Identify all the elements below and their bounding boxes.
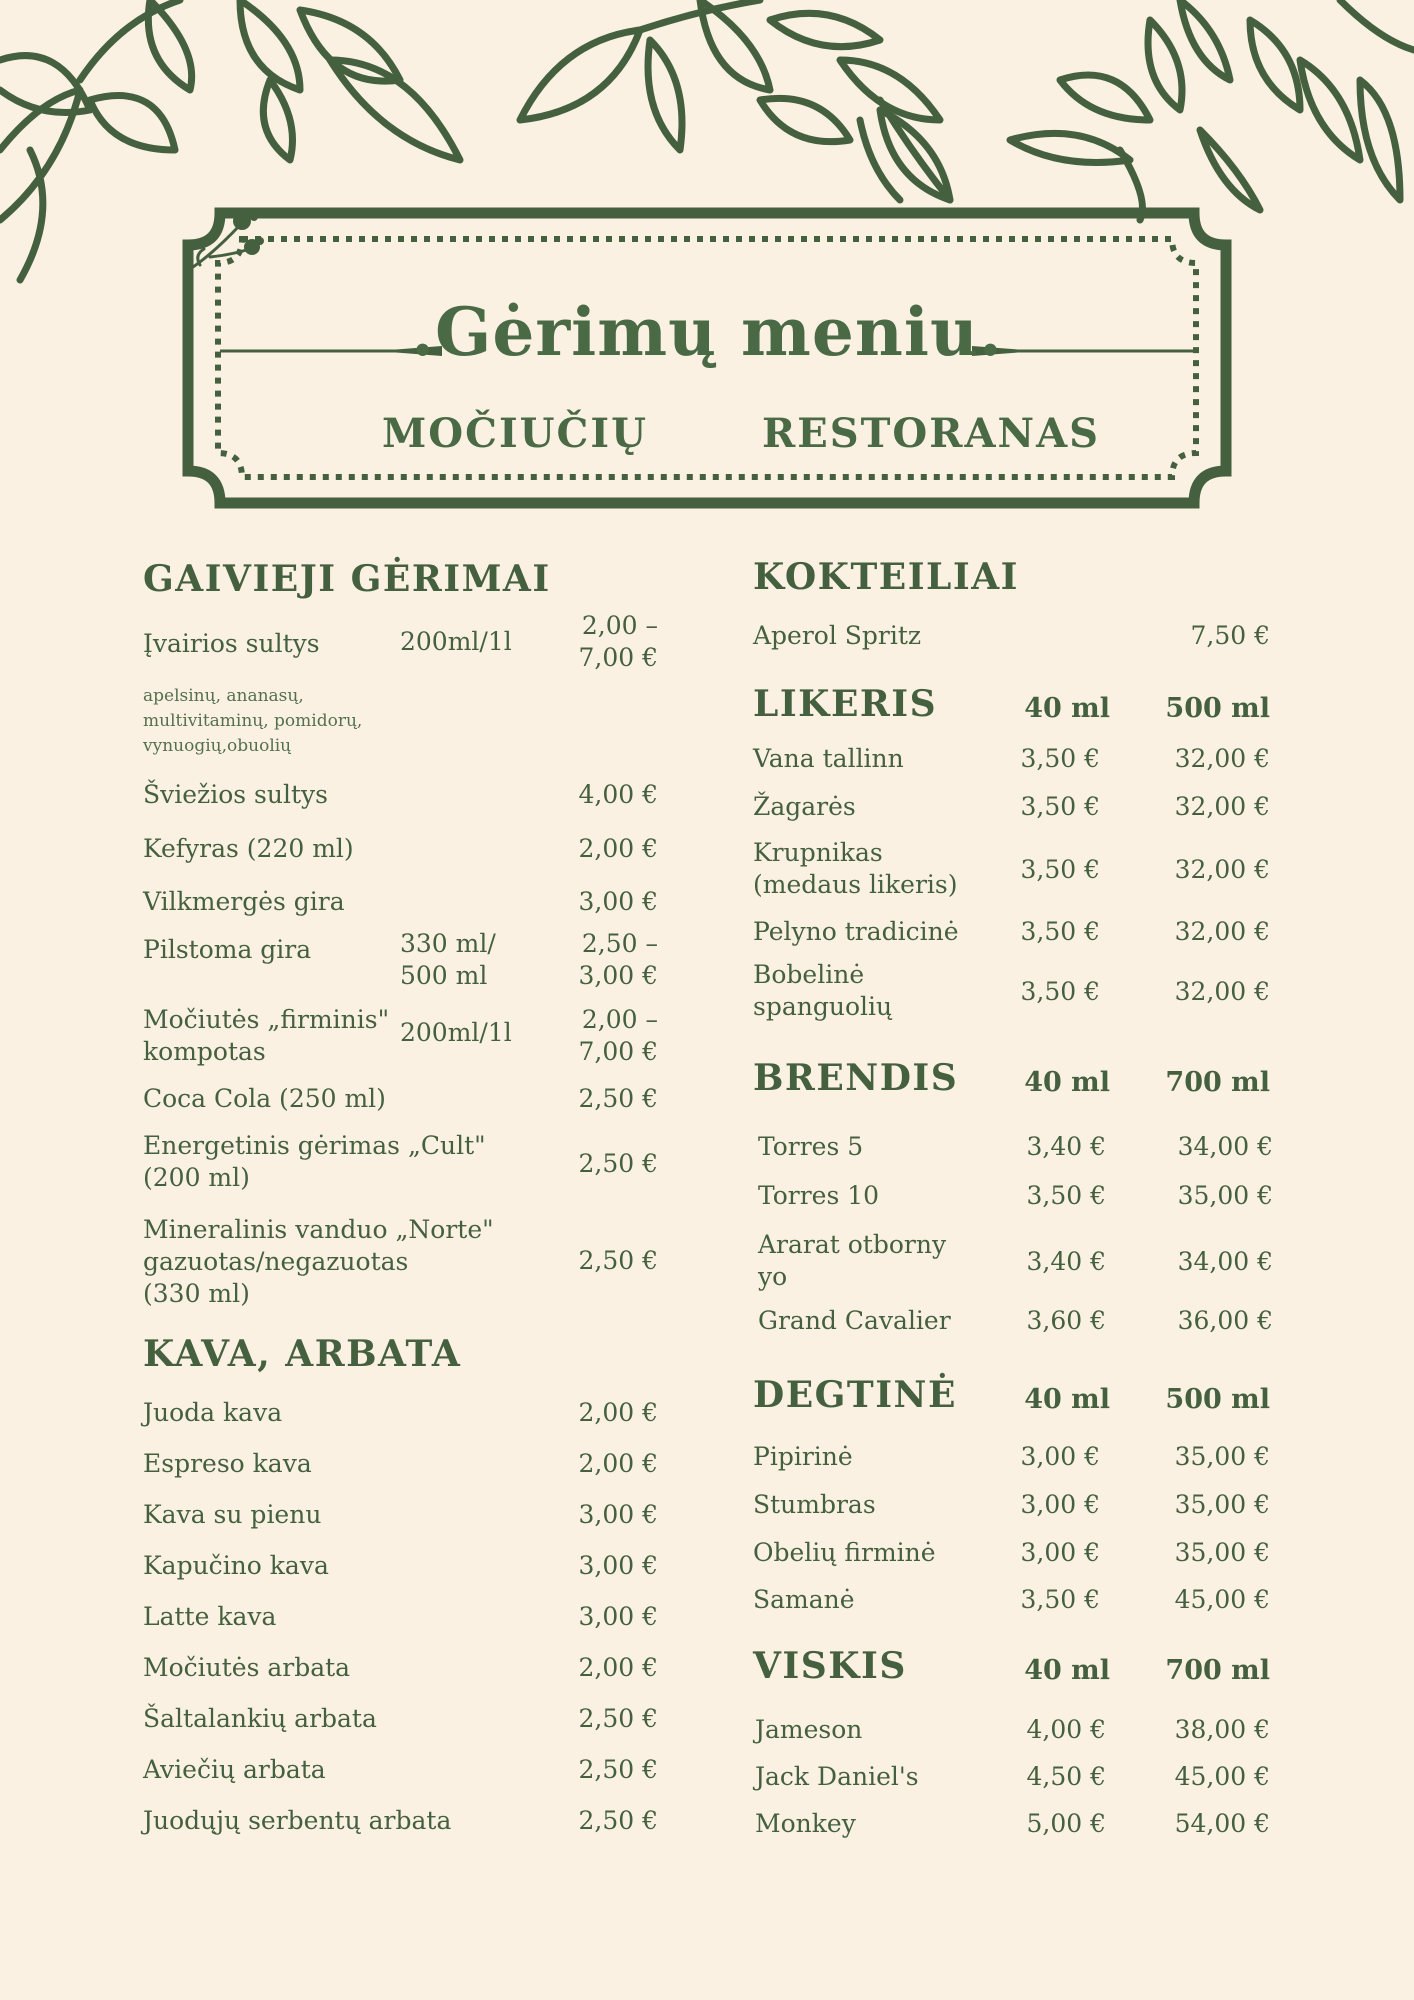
menu-item-name: Vana tallinn [753,744,904,773]
section-title-brandy: BRENDIS [753,1057,959,1099]
menu-item-price: 2,00 € [578,1449,658,1478]
menu-item-price-large: 32,00 € [1174,977,1270,1006]
menu-item-price-large: 32,00 € [1174,744,1270,773]
menu-item-name: Energetinis gėrimas „Cult" (200 ml) [143,1131,486,1192]
menu-item-price-large: 35,00 € [1174,1442,1270,1471]
menu-item-note: apelsinų, ananasų, multivitaminų, pomidorų, vynuogių,obuolių [143,686,363,756]
column-header-large: 500 ml [1165,1384,1270,1415]
menu-item-name: Samanė [753,1585,855,1614]
menu-item-price-large: 36,00 € [1177,1306,1273,1335]
menu-item-price: 3,00 € [578,1551,658,1580]
flower-sprig-icon [180,205,266,277]
menu-item-name: Močiutės „firminis" kompotas [143,1005,390,1066]
menu-item-name: Krupnikas (medaus likeris) [753,838,958,899]
menu-item-name: Vilkmergės gira [143,887,345,916]
column-header-small: 40 ml [1024,1655,1110,1686]
menu-item-price: 2,50 € [578,1704,658,1733]
menu-item-price: 3,00 € [578,887,658,916]
menu-item-price-small: 3,00 € [1020,1442,1100,1471]
section-title-liqueurs: LIKERIS [753,683,938,725]
menu-item-price-large: 45,00 € [1174,1585,1270,1614]
menu-item-price-small: 3,50 € [1020,917,1100,946]
menu-item-name: Mineralinis vanduo „Norte" gazuotas/negazuotas (330 ml) [143,1215,494,1308]
menu-item-name: Pipirinė [753,1442,853,1471]
menu-item-name: Jameson [755,1715,863,1744]
section-title-vodka: DEGTINĖ [753,1374,957,1416]
subtitle-left: MOČIUČIŲ [382,410,648,457]
menu-item-price-small: 3,50 € [1020,855,1100,884]
menu-item-price: 2,00 € [578,1398,658,1427]
menu-item-name: Juoda kava [143,1398,283,1427]
menu-item-size: 200ml/1l [400,1018,512,1047]
menu-item-name: Juodųjų serbentų arbata [143,1806,452,1835]
menu-item-name: Torres 5 [758,1132,864,1161]
menu-item-price: 2,00 € [578,834,658,863]
menu-item-price-large: 54,00 € [1174,1809,1270,1838]
menu-item-price-small: 4,50 € [1026,1762,1106,1791]
menu-item-price: 2,50 € [578,1246,658,1275]
column-header-large: 500 ml [1165,693,1270,724]
menu-item-price-small: 3,00 € [1020,1490,1100,1519]
section-title-coffee-tea: KAVA, ARBATA [143,1333,462,1375]
menu-item-price: 2,50 € [578,1806,658,1835]
menu-item-price: 2,50 € [578,1755,658,1784]
menu-item-name: Kava su pienu [143,1500,322,1529]
menu-item-name: Bobelinė spanguolių [753,960,893,1021]
menu-item-price: 2,00 – 7,00 € [578,611,658,672]
menu-item-name: Aperol Spritz [753,621,922,650]
menu-item-price-large: 35,00 € [1177,1181,1273,1210]
menu-item-price-small: 3,40 € [1026,1132,1106,1161]
menu-item-price-large: 34,00 € [1177,1132,1273,1161]
menu-item-name: Pilstoma gira [143,935,312,964]
menu-item-price-large: 32,00 € [1174,917,1270,946]
menu-item-name: Jack Daniel's [755,1762,919,1791]
menu-item-name: Kapučino kava [143,1551,329,1580]
column-header-small: 40 ml [1024,1067,1110,1098]
menu-item-name: Įvairios sultys [143,629,320,658]
menu-item-name: Kefyras (220 ml) [143,834,354,863]
section-title-whisky: VISKIS [753,1645,907,1687]
menu-item-price: 2,50 – 3,00 € [578,929,658,990]
menu-item-price-small: 4,00 € [1026,1715,1106,1744]
menu-item-price-large: 34,00 € [1177,1247,1273,1276]
section-title-soft-drinks: GAIVIEJI GĖRIMAI [143,558,551,600]
menu-item-price-small: 3,50 € [1020,1585,1100,1614]
column-header-small: 40 ml [1024,693,1110,724]
menu-item-name: Močiutės arbata [143,1653,351,1682]
page-title: .Gėrimų meniu. [411,293,1003,371]
menu-item-price: 2,50 € [578,1149,658,1178]
menu-item-price-large: 35,00 € [1174,1490,1270,1519]
menu-item-price-small: 3,50 € [1020,977,1100,1006]
menu-item-price: 2,00 € [578,1653,658,1682]
menu-item-price: 4,00 € [578,780,658,809]
menu-item-name: Grand Cavalier [758,1306,951,1335]
menu-item-price-small: 3,50 € [1026,1181,1106,1210]
menu-item-name: Torres 10 [758,1181,880,1210]
menu-item-price-large: 35,00 € [1174,1538,1270,1567]
menu-item-name: Coca Cola (250 ml) [143,1084,386,1113]
section-title-cocktails: KOKTEILIAI [753,556,1019,598]
menu-item-price: 7,50 € [1190,621,1270,650]
menu-item-name: Obelių firminė [753,1538,936,1567]
menu-item-name: Pelyno tradicinė [753,917,959,946]
menu-item-price-small: 3,40 € [1026,1247,1106,1276]
column-header-small: 40 ml [1024,1384,1110,1415]
menu-item-size: 330 ml/ 500 ml [400,929,496,990]
menu-item-price: 2,00 – 7,00 € [578,1005,658,1066]
menu-item-price-large: 45,00 € [1174,1762,1270,1791]
menu-item-price-large: 32,00 € [1174,855,1270,884]
menu-item-price: 3,00 € [578,1602,658,1631]
menu-item-price-small: 3,50 € [1020,744,1100,773]
menu-item-size: 200ml/1l [400,627,512,656]
menu-item-name: Stumbras [753,1490,876,1519]
menu-item-price-large: 32,00 € [1174,792,1270,821]
menu-item-name: Žagarės [753,792,856,821]
menu-item-price: 3,00 € [578,1500,658,1529]
menu-item-name: Monkey [755,1809,856,1838]
column-header-large: 700 ml [1165,1067,1270,1098]
menu-item-name: Šviežios sultys [143,780,328,809]
menu-item-name: Aviečių arbata [143,1755,326,1784]
menu-item-name: Latte kava [143,1602,277,1631]
menu-item-price-small: 3,50 € [1020,792,1100,821]
header-frame [180,205,1234,511]
column-header-large: 700 ml [1165,1655,1270,1686]
menu-item-name: Espreso kava [143,1449,312,1478]
menu-item-price-small: 3,00 € [1020,1538,1100,1567]
menu-item-price-small: 3,60 € [1026,1306,1106,1335]
menu-item-name: Ararat otborny yo [758,1230,947,1291]
subtitle-right: RESTORANAS [762,410,1100,457]
menu-item-price: 2,50 € [578,1084,658,1113]
menu-item-name: Šaltalankių arbata [143,1704,377,1733]
menu-item-price-large: 38,00 € [1174,1715,1270,1744]
menu-item-price-small: 5,00 € [1026,1809,1106,1838]
